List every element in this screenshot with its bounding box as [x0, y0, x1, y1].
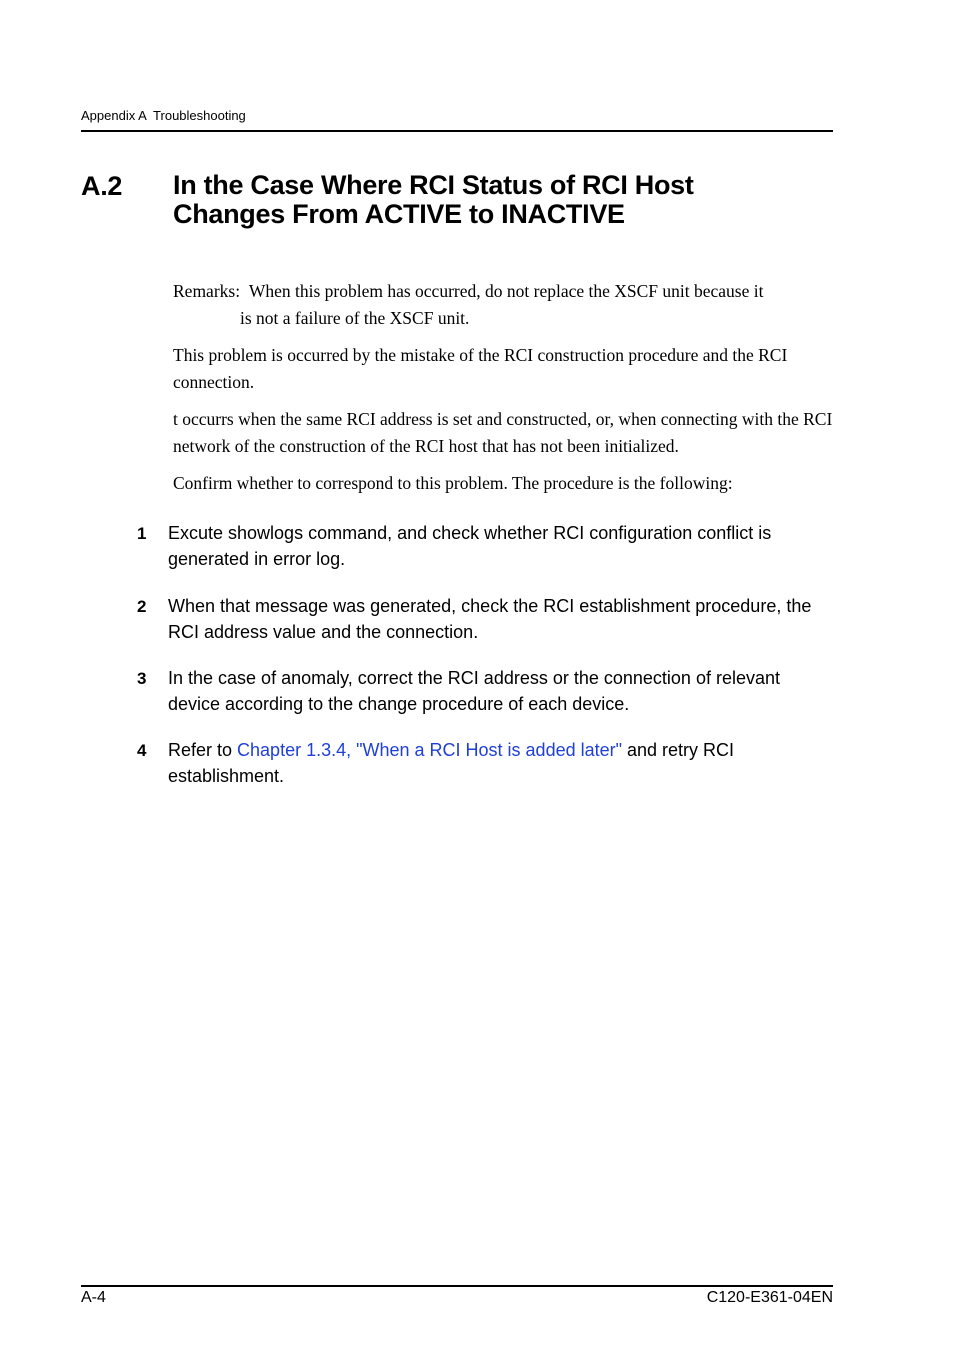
remarks-text-line2: is not a failure of the XSCF unit.	[240, 308, 470, 328]
step-text	[168, 738, 833, 789]
document-code: C120-E361-04EN	[706, 1289, 833, 1306]
page-number: A-4	[81, 1289, 106, 1306]
chapter-cross-reference-link[interactable]: Chapter 1.3.4, "When a RCI Host is added later"	[237, 740, 623, 760]
body-paragraph: t occurrs when the same RCI address is set and constructed, or, when connecting with the RCI network of the construction of the RCI host that has not been initialized.	[173, 409, 833, 456]
step-text: When that message was generated, check the RCI establishment procedure, the RCI address value and the connection.	[168, 596, 812, 642]
body-paragraph: Confirm whether to correspond to this problem. The procedure is the following:	[173, 473, 733, 493]
section-title	[173, 171, 813, 229]
running-header: Appendix A Troubleshooting	[81, 108, 246, 123]
remarks-note	[173, 278, 833, 332]
step-text: In the case of anomaly, correct the RCI address or the connection of relevant device according to the change procedure of each device.	[168, 668, 780, 714]
remarks-label: Remarks:	[173, 281, 241, 301]
section-number: A.2	[81, 171, 123, 201]
step-number: 1	[137, 524, 147, 543]
section-title-line1: In the Case Where RCI Status of RCI Host	[173, 170, 694, 200]
header-rule	[81, 130, 833, 132]
step-text: Excute showlogs command, and check whether RCI configuration conflict is generated in error log.	[168, 523, 772, 569]
section-title-line2: Changes From ACTIVE to INACTIVE	[173, 199, 625, 229]
remarks-text-line1: When this problem has occurred, do not replace the XSCF unit because it	[248, 281, 764, 301]
step-number: 2	[137, 597, 147, 616]
step-text-prefix: Refer to	[168, 740, 238, 760]
step-number: 4	[137, 741, 147, 760]
footer-rule	[81, 1285, 833, 1287]
body-paragraph: This problem is occurred by the mistake of the RCI construction procedure and the RCI connection.	[173, 345, 788, 392]
step-text-suffix: and retry RCI establishment.	[168, 740, 735, 786]
step-number: 3	[137, 669, 147, 688]
